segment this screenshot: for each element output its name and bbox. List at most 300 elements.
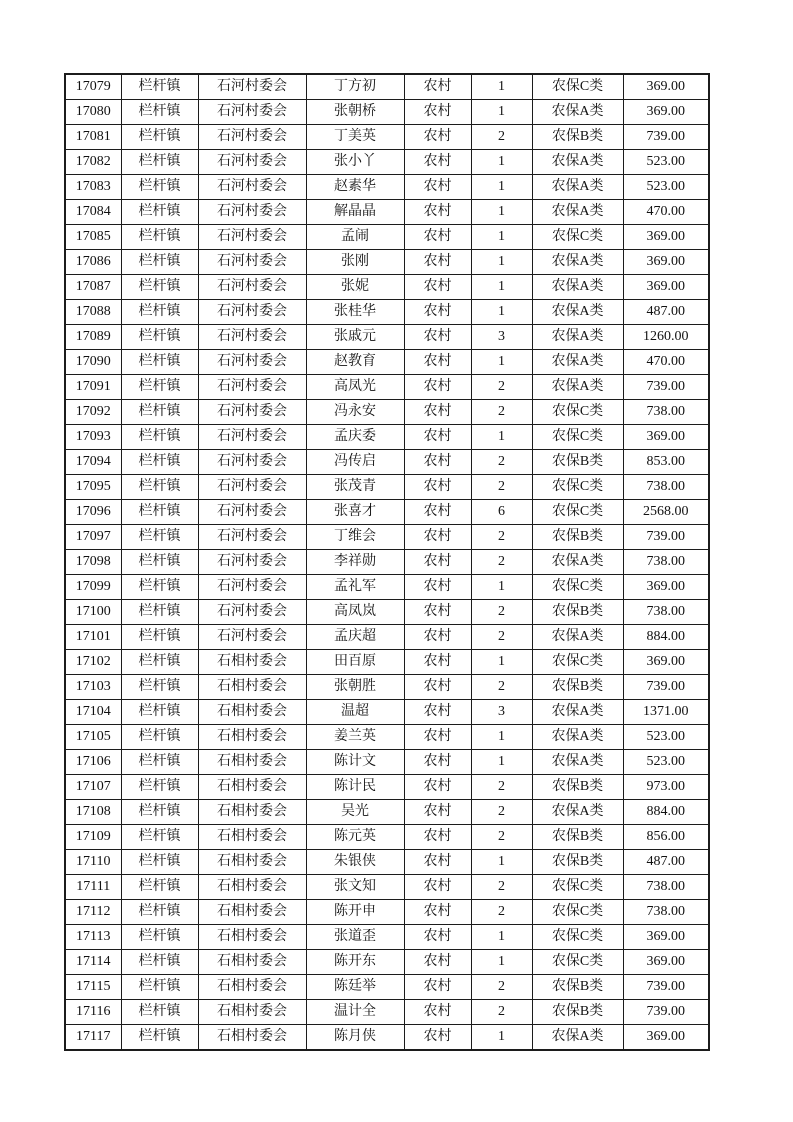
table-row — [65, 425, 709, 450]
cell-person-count: 2 — [471, 450, 532, 475]
cell-insurance-category: 农保C类 — [532, 650, 623, 675]
cell-insurance-category: 农保A类 — [532, 100, 623, 125]
cell-person-count: 1 — [471, 100, 532, 125]
table-row — [65, 150, 709, 175]
cell-person-name: 张妮 — [306, 275, 404, 300]
cell-household-type: 农村 — [404, 100, 471, 125]
cell-record-no: 17090 — [65, 350, 121, 375]
cell-household-type: 农村 — [404, 975, 471, 1000]
cell-town: 栏杆镇 — [121, 225, 198, 250]
cell-record-no: 17081 — [65, 125, 121, 150]
cell-amount: 369.00 — [623, 575, 709, 600]
cell-person-name: 高凤光 — [306, 375, 404, 400]
cell-insurance-category: 农保C类 — [532, 900, 623, 925]
cell-town: 栏杆镇 — [121, 675, 198, 700]
cell-amount: 470.00 — [623, 200, 709, 225]
cell-village-committee: 石相村委会 — [198, 650, 306, 675]
cell-town: 栏杆镇 — [121, 550, 198, 575]
cell-record-no: 17100 — [65, 600, 121, 625]
cell-household-type: 农村 — [404, 225, 471, 250]
cell-person-name: 张茂青 — [306, 475, 404, 500]
cell-person-name: 孟庆超 — [306, 625, 404, 650]
cell-household-type: 农村 — [404, 250, 471, 275]
cell-town: 栏杆镇 — [121, 650, 198, 675]
cell-town: 栏杆镇 — [121, 400, 198, 425]
cell-village-committee: 石河村委会 — [198, 125, 306, 150]
cell-record-no: 17096 — [65, 500, 121, 525]
cell-village-committee: 石相村委会 — [198, 825, 306, 850]
cell-household-type: 农村 — [404, 275, 471, 300]
cell-amount: 739.00 — [623, 675, 709, 700]
cell-village-committee: 石河村委会 — [198, 325, 306, 350]
cell-person-name: 陈廷举 — [306, 975, 404, 1000]
cell-person-name: 张喜才 — [306, 500, 404, 525]
cell-village-committee: 石相村委会 — [198, 875, 306, 900]
cell-record-no: 17099 — [65, 575, 121, 600]
cell-town: 栏杆镇 — [121, 950, 198, 975]
cell-village-committee: 石河村委会 — [198, 225, 306, 250]
cell-village-committee: 石河村委会 — [198, 74, 306, 100]
cell-household-type: 农村 — [404, 550, 471, 575]
table-row — [65, 200, 709, 225]
table-row — [65, 525, 709, 550]
cell-insurance-category: 农保B类 — [532, 675, 623, 700]
table-row — [65, 975, 709, 1000]
cell-town: 栏杆镇 — [121, 750, 198, 775]
cell-town: 栏杆镇 — [121, 925, 198, 950]
cell-person-name: 吴光 — [306, 800, 404, 825]
cell-village-committee: 石河村委会 — [198, 275, 306, 300]
cell-record-no: 17106 — [65, 750, 121, 775]
cell-town: 栏杆镇 — [121, 425, 198, 450]
cell-amount: 487.00 — [623, 850, 709, 875]
cell-town: 栏杆镇 — [121, 450, 198, 475]
cell-insurance-category: 农保C类 — [532, 500, 623, 525]
cell-person-count: 2 — [471, 675, 532, 700]
cell-insurance-category: 农保A类 — [532, 325, 623, 350]
cell-insurance-category: 农保A类 — [532, 1025, 623, 1051]
cell-amount: 973.00 — [623, 775, 709, 800]
cell-amount: 1260.00 — [623, 325, 709, 350]
cell-town: 栏杆镇 — [121, 725, 198, 750]
table-row — [65, 800, 709, 825]
cell-insurance-category: 农保A类 — [532, 150, 623, 175]
table-row — [65, 175, 709, 200]
table-row — [65, 325, 709, 350]
cell-town: 栏杆镇 — [121, 500, 198, 525]
cell-person-name: 陈元英 — [306, 825, 404, 850]
cell-person-count: 2 — [471, 800, 532, 825]
table-row — [65, 450, 709, 475]
cell-town: 栏杆镇 — [121, 900, 198, 925]
cell-person-count: 2 — [471, 550, 532, 575]
cell-record-no: 17086 — [65, 250, 121, 275]
cell-person-count: 1 — [471, 425, 532, 450]
cell-person-count: 1 — [471, 725, 532, 750]
cell-person-name: 冯永安 — [306, 400, 404, 425]
cell-village-committee: 石河村委会 — [198, 375, 306, 400]
cell-household-type: 农村 — [404, 350, 471, 375]
table-row — [65, 950, 709, 975]
cell-amount: 738.00 — [623, 875, 709, 900]
cell-record-no: 17115 — [65, 975, 121, 1000]
cell-town: 栏杆镇 — [121, 475, 198, 500]
cell-record-no: 17088 — [65, 300, 121, 325]
cell-amount: 738.00 — [623, 550, 709, 575]
cell-person-name: 冯传启 — [306, 450, 404, 475]
cell-town: 栏杆镇 — [121, 1025, 198, 1051]
cell-insurance-category: 农保B类 — [532, 450, 623, 475]
cell-household-type: 农村 — [404, 575, 471, 600]
cell-household-type: 农村 — [404, 400, 471, 425]
cell-town: 栏杆镇 — [121, 825, 198, 850]
table-row — [65, 1000, 709, 1025]
cell-household-type: 农村 — [404, 1025, 471, 1051]
cell-person-count: 2 — [471, 900, 532, 925]
cell-person-count: 1 — [471, 925, 532, 950]
cell-amount: 369.00 — [623, 425, 709, 450]
table-row — [65, 850, 709, 875]
cell-village-committee: 石河村委会 — [198, 100, 306, 125]
cell-person-name: 张文知 — [306, 875, 404, 900]
cell-household-type: 农村 — [404, 925, 471, 950]
cell-household-type: 农村 — [404, 150, 471, 175]
cell-town: 栏杆镇 — [121, 275, 198, 300]
cell-person-name: 解晶晶 — [306, 200, 404, 225]
cell-insurance-category: 农保A类 — [532, 350, 623, 375]
table-row — [65, 725, 709, 750]
cell-record-no: 17091 — [65, 375, 121, 400]
cell-person-count: 2 — [471, 600, 532, 625]
cell-village-committee: 石相村委会 — [198, 950, 306, 975]
cell-person-name: 孟闹 — [306, 225, 404, 250]
cell-village-committee: 石河村委会 — [198, 450, 306, 475]
cell-record-no: 17079 — [65, 74, 121, 100]
cell-person-name: 张道歪 — [306, 925, 404, 950]
cell-record-no: 17109 — [65, 825, 121, 850]
cell-person-count: 2 — [471, 1000, 532, 1025]
table-row — [65, 775, 709, 800]
pension-table — [64, 73, 710, 1051]
cell-record-no: 17107 — [65, 775, 121, 800]
cell-amount: 884.00 — [623, 625, 709, 650]
cell-record-no: 17092 — [65, 400, 121, 425]
table-row — [65, 225, 709, 250]
cell-person-count: 1 — [471, 74, 532, 100]
cell-household-type: 农村 — [404, 375, 471, 400]
cell-insurance-category: 农保A类 — [532, 300, 623, 325]
cell-person-name: 高凤岚 — [306, 600, 404, 625]
cell-town: 栏杆镇 — [121, 325, 198, 350]
cell-town: 栏杆镇 — [121, 300, 198, 325]
cell-village-committee: 石相村委会 — [198, 850, 306, 875]
cell-village-committee: 石相村委会 — [198, 775, 306, 800]
cell-village-committee: 石河村委会 — [198, 250, 306, 275]
cell-village-committee: 石相村委会 — [198, 725, 306, 750]
cell-amount: 470.00 — [623, 350, 709, 375]
cell-village-committee: 石河村委会 — [198, 475, 306, 500]
cell-record-no: 17089 — [65, 325, 121, 350]
cell-record-no: 17112 — [65, 900, 121, 925]
cell-insurance-category: 农保A类 — [532, 275, 623, 300]
cell-village-committee: 石河村委会 — [198, 400, 306, 425]
cell-record-no: 17113 — [65, 925, 121, 950]
cell-town: 栏杆镇 — [121, 975, 198, 1000]
table-row — [65, 475, 709, 500]
cell-insurance-category: 农保B类 — [532, 600, 623, 625]
cell-insurance-category: 农保C类 — [532, 475, 623, 500]
cell-person-name: 丁美英 — [306, 125, 404, 150]
cell-household-type: 农村 — [404, 475, 471, 500]
cell-person-name: 赵素华 — [306, 175, 404, 200]
cell-town: 栏杆镇 — [121, 850, 198, 875]
cell-record-no: 17080 — [65, 100, 121, 125]
cell-person-count: 2 — [471, 625, 532, 650]
cell-household-type: 农村 — [404, 750, 471, 775]
cell-amount: 369.00 — [623, 1025, 709, 1051]
cell-amount: 853.00 — [623, 450, 709, 475]
cell-amount: 369.00 — [623, 925, 709, 950]
cell-town: 栏杆镇 — [121, 350, 198, 375]
table-row — [65, 74, 709, 100]
cell-household-type: 农村 — [404, 900, 471, 925]
table-row — [65, 100, 709, 125]
cell-village-committee: 石相村委会 — [198, 900, 306, 925]
cell-insurance-category: 农保A类 — [532, 175, 623, 200]
cell-village-committee: 石河村委会 — [198, 150, 306, 175]
cell-household-type: 农村 — [404, 725, 471, 750]
table-row — [65, 675, 709, 700]
cell-record-no: 17108 — [65, 800, 121, 825]
cell-insurance-category: 农保A类 — [532, 750, 623, 775]
cell-amount: 369.00 — [623, 950, 709, 975]
cell-household-type: 农村 — [404, 74, 471, 100]
cell-person-name: 李祥勋 — [306, 550, 404, 575]
cell-person-name: 赵教育 — [306, 350, 404, 375]
cell-insurance-category: 农保C类 — [532, 400, 623, 425]
cell-town: 栏杆镇 — [121, 74, 198, 100]
table-row — [65, 825, 709, 850]
cell-amount: 523.00 — [623, 175, 709, 200]
cell-person-count: 2 — [471, 375, 532, 400]
table-body — [65, 74, 709, 1050]
cell-insurance-category: 农保B类 — [532, 125, 623, 150]
cell-person-name: 张朝桥 — [306, 100, 404, 125]
cell-person-count: 2 — [471, 125, 532, 150]
cell-town: 栏杆镇 — [121, 1000, 198, 1025]
cell-town: 栏杆镇 — [121, 375, 198, 400]
table-row — [65, 275, 709, 300]
cell-household-type: 农村 — [404, 325, 471, 350]
cell-person-name: 张朝胜 — [306, 675, 404, 700]
cell-insurance-category: 农保B类 — [532, 775, 623, 800]
cell-household-type: 农村 — [404, 425, 471, 450]
cell-village-committee: 石河村委会 — [198, 575, 306, 600]
cell-person-name: 丁方初 — [306, 74, 404, 100]
cell-village-committee: 石相村委会 — [198, 925, 306, 950]
cell-town: 栏杆镇 — [121, 625, 198, 650]
cell-record-no: 17095 — [65, 475, 121, 500]
cell-amount: 523.00 — [623, 750, 709, 775]
cell-insurance-category: 农保B类 — [532, 975, 623, 1000]
table-row — [65, 600, 709, 625]
cell-household-type: 农村 — [404, 950, 471, 975]
cell-amount: 738.00 — [623, 475, 709, 500]
cell-person-name: 张刚 — [306, 250, 404, 275]
cell-town: 栏杆镇 — [121, 175, 198, 200]
cell-household-type: 农村 — [404, 675, 471, 700]
cell-record-no: 17082 — [65, 150, 121, 175]
cell-town: 栏杆镇 — [121, 150, 198, 175]
cell-insurance-category: 农保A类 — [532, 725, 623, 750]
table-row — [65, 550, 709, 575]
cell-person-count: 1 — [471, 650, 532, 675]
cell-person-name: 温超 — [306, 700, 404, 725]
cell-household-type: 农村 — [404, 875, 471, 900]
cell-record-no: 17084 — [65, 200, 121, 225]
cell-household-type: 农村 — [404, 450, 471, 475]
cell-household-type: 农村 — [404, 825, 471, 850]
cell-amount: 884.00 — [623, 800, 709, 825]
cell-village-committee: 石相村委会 — [198, 800, 306, 825]
cell-amount: 738.00 — [623, 600, 709, 625]
cell-insurance-category: 农保C类 — [532, 74, 623, 100]
cell-village-committee: 石河村委会 — [198, 525, 306, 550]
cell-insurance-category: 农保A类 — [532, 700, 623, 725]
cell-person-count: 2 — [471, 400, 532, 425]
cell-household-type: 农村 — [404, 1000, 471, 1025]
cell-record-no: 17103 — [65, 675, 121, 700]
cell-person-name: 丁维会 — [306, 525, 404, 550]
cell-village-committee: 石河村委会 — [198, 300, 306, 325]
table-row — [65, 350, 709, 375]
cell-village-committee: 石河村委会 — [198, 350, 306, 375]
cell-household-type: 农村 — [404, 500, 471, 525]
cell-town: 栏杆镇 — [121, 100, 198, 125]
cell-village-committee: 石河村委会 — [198, 425, 306, 450]
cell-town: 栏杆镇 — [121, 775, 198, 800]
cell-person-name: 朱银侠 — [306, 850, 404, 875]
cell-person-count: 2 — [471, 975, 532, 1000]
cell-record-no: 17094 — [65, 450, 121, 475]
cell-amount: 2568.00 — [623, 500, 709, 525]
cell-person-count: 1 — [471, 350, 532, 375]
cell-person-count: 1 — [471, 750, 532, 775]
cell-town: 栏杆镇 — [121, 875, 198, 900]
cell-village-committee: 石相村委会 — [198, 1025, 306, 1051]
cell-insurance-category: 农保C类 — [532, 950, 623, 975]
cell-town: 栏杆镇 — [121, 525, 198, 550]
table-row — [65, 1025, 709, 1051]
cell-record-no: 17087 — [65, 275, 121, 300]
cell-village-committee: 石河村委会 — [198, 600, 306, 625]
cell-person-count: 2 — [471, 475, 532, 500]
cell-person-count: 1 — [471, 175, 532, 200]
cell-person-name: 陈计民 — [306, 775, 404, 800]
cell-household-type: 农村 — [404, 300, 471, 325]
cell-person-count: 1 — [471, 300, 532, 325]
table-row — [65, 925, 709, 950]
cell-person-count: 6 — [471, 500, 532, 525]
cell-village-committee: 石相村委会 — [198, 975, 306, 1000]
cell-person-name: 孟庆委 — [306, 425, 404, 450]
table-row — [65, 125, 709, 150]
cell-insurance-category: 农保B类 — [532, 850, 623, 875]
cell-insurance-category: 农保A类 — [532, 550, 623, 575]
cell-household-type: 农村 — [404, 175, 471, 200]
cell-amount: 739.00 — [623, 375, 709, 400]
cell-household-type: 农村 — [404, 600, 471, 625]
table-row — [65, 650, 709, 675]
table-row — [65, 750, 709, 775]
cell-town: 栏杆镇 — [121, 250, 198, 275]
cell-amount: 738.00 — [623, 400, 709, 425]
cell-record-no: 17093 — [65, 425, 121, 450]
cell-amount: 739.00 — [623, 125, 709, 150]
cell-amount: 738.00 — [623, 900, 709, 925]
cell-village-committee: 石相村委会 — [198, 675, 306, 700]
cell-household-type: 农村 — [404, 200, 471, 225]
cell-household-type: 农村 — [404, 775, 471, 800]
cell-village-committee: 石河村委会 — [198, 500, 306, 525]
cell-person-name: 陈计文 — [306, 750, 404, 775]
cell-amount: 739.00 — [623, 975, 709, 1000]
cell-village-committee: 石河村委会 — [198, 625, 306, 650]
cell-insurance-category: 农保C类 — [532, 925, 623, 950]
cell-insurance-category: 农保B类 — [532, 1000, 623, 1025]
cell-town: 栏杆镇 — [121, 700, 198, 725]
cell-person-name: 张戚元 — [306, 325, 404, 350]
table-row — [65, 375, 709, 400]
cell-person-count: 1 — [471, 225, 532, 250]
cell-insurance-category: 农保A类 — [532, 625, 623, 650]
cell-record-no: 17102 — [65, 650, 121, 675]
cell-amount: 523.00 — [623, 725, 709, 750]
cell-insurance-category: 农保A类 — [532, 375, 623, 400]
cell-record-no: 17111 — [65, 875, 121, 900]
cell-person-count: 2 — [471, 525, 532, 550]
table-row — [65, 250, 709, 275]
cell-person-name: 张小丫 — [306, 150, 404, 175]
cell-amount: 523.00 — [623, 150, 709, 175]
table-row — [65, 625, 709, 650]
cell-household-type: 农村 — [404, 125, 471, 150]
cell-record-no: 17097 — [65, 525, 121, 550]
cell-person-count: 1 — [471, 250, 532, 275]
cell-person-count: 1 — [471, 850, 532, 875]
cell-insurance-category: 农保A类 — [532, 200, 623, 225]
cell-record-no: 17117 — [65, 1025, 121, 1051]
cell-insurance-category: 农保A类 — [532, 250, 623, 275]
cell-town: 栏杆镇 — [121, 200, 198, 225]
cell-person-count: 3 — [471, 700, 532, 725]
cell-amount: 1371.00 — [623, 700, 709, 725]
cell-person-name: 温计全 — [306, 1000, 404, 1025]
cell-insurance-category: 农保C类 — [532, 875, 623, 900]
cell-person-count: 2 — [471, 875, 532, 900]
cell-record-no: 17083 — [65, 175, 121, 200]
cell-village-committee: 石河村委会 — [198, 175, 306, 200]
cell-household-type: 农村 — [404, 850, 471, 875]
cell-household-type: 农村 — [404, 625, 471, 650]
table-row — [65, 400, 709, 425]
cell-household-type: 农村 — [404, 650, 471, 675]
cell-amount: 856.00 — [623, 825, 709, 850]
cell-village-committee: 石河村委会 — [198, 200, 306, 225]
cell-amount: 487.00 — [623, 300, 709, 325]
cell-person-name: 孟礼军 — [306, 575, 404, 600]
cell-person-count: 1 — [471, 150, 532, 175]
